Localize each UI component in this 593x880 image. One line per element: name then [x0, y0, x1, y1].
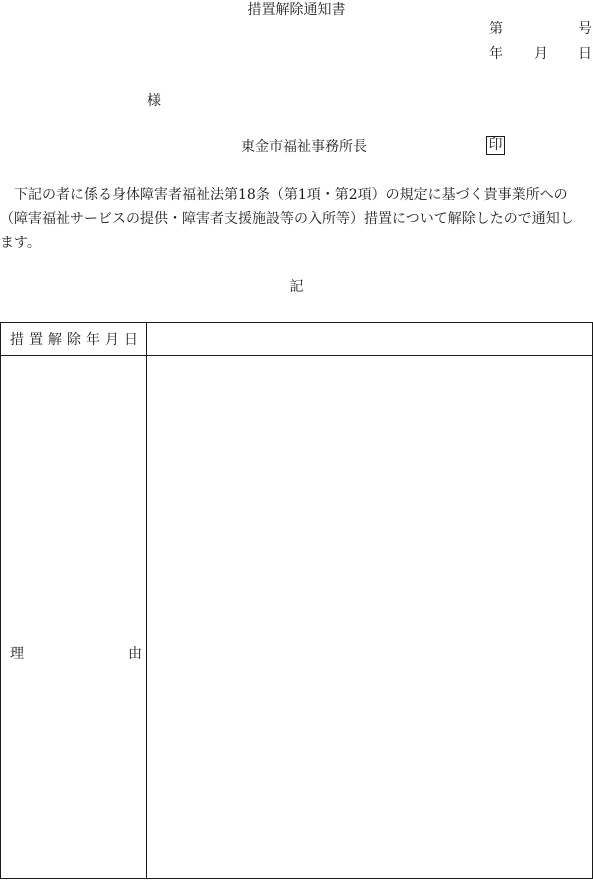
date-month-label: 月 — [534, 46, 548, 62]
notice-form-table — [0, 322, 593, 879]
document-number-prefix: 第 — [489, 21, 503, 37]
document-title: 措置解除通知書 — [247, 2, 346, 18]
date-label-cell: 措置解除年月日 — [1, 323, 147, 356]
notice-body-line: 下記の者に係る身体障害者福祉法第18条（第1項・第2項）の規定に基づく貴事業所への — [0, 187, 568, 203]
sender-name: 東金市福祉事務所長 — [241, 139, 367, 155]
reason-label-cell — [1, 356, 147, 879]
notice-body-line: ます。 — [0, 235, 41, 251]
date-day-label: 日 — [578, 46, 592, 62]
table-row — [1, 323, 593, 356]
addressee-honorific: 様 — [147, 93, 161, 109]
ki-heading: 記 — [289, 279, 304, 295]
table-row — [1, 356, 593, 879]
date-value-field[interactable] — [147, 323, 593, 356]
document-number-suffix: 号 — [578, 21, 592, 37]
reason-value-field[interactable] — [147, 356, 593, 879]
notice-body — [0, 183, 593, 255]
date-year-label: 年 — [489, 46, 503, 62]
reason-label-left: 理 — [10, 646, 24, 662]
seal-mark: 印 — [486, 136, 505, 155]
reason-label-right: 由 — [128, 646, 142, 662]
notice-body-line: （障害福祉サービスの提供・障害者支援施設等の入所等）措置について解除したので通知し — [0, 211, 574, 227]
